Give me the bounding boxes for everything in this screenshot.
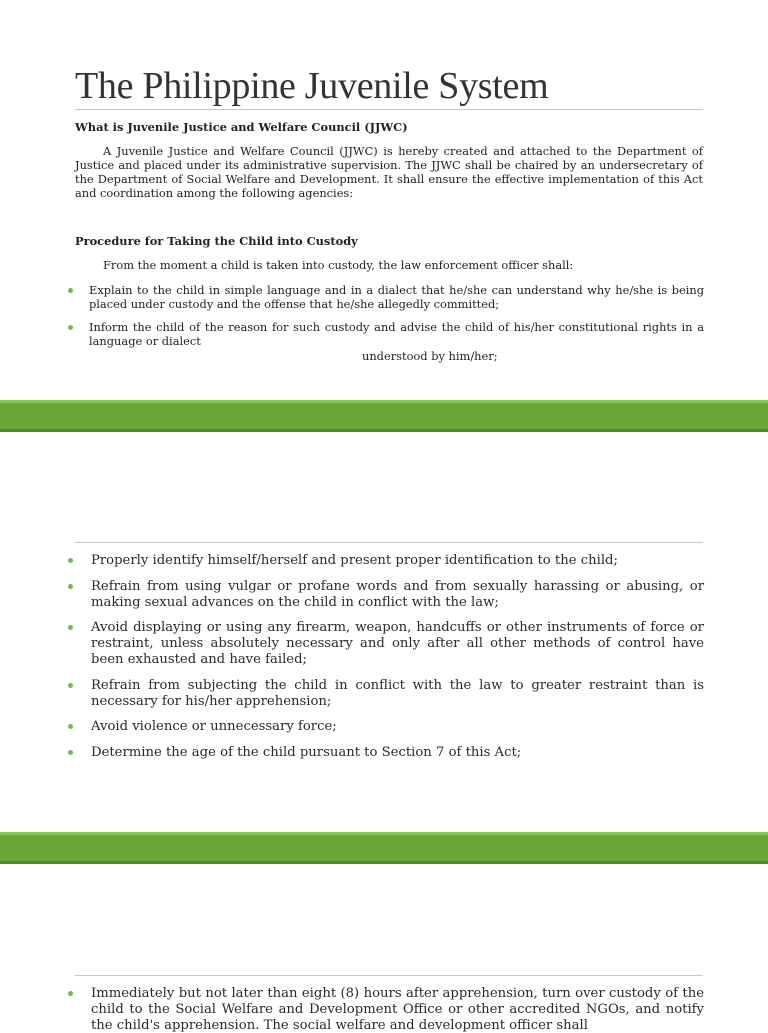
title-divider bbox=[75, 975, 703, 976]
section-heading-jjwc: What is Juvenile Justice and Welfare Council (JJWC) bbox=[75, 120, 408, 134]
custody-bullet-list-continued bbox=[68, 553, 704, 761]
title-divider bbox=[75, 109, 703, 110]
title-divider bbox=[75, 542, 703, 543]
list-item-text: Immediately but not later than eight (8) hours after apprehension, turn over custody of the child to the Social Welfare and Development Office or other accredited NGOs, and notify the child's apprehension. The social welfare and development officer shall bbox=[91, 986, 704, 1033]
slide-separator-band bbox=[0, 832, 768, 864]
list-item bbox=[68, 986, 704, 1033]
slide-3 bbox=[0, 864, 768, 1033]
bullet-icon bbox=[68, 724, 73, 729]
section-body-jjwc: A Juvenile Justice and Welfare Council (JJWC) is hereby created and attached to the Department of Justice and placed under its administrative supervision. The JJWC shall be chaired by an undersecretary of the Department of Social Welfare and Development. It shall ensure the effective implementation of this Act and coordination among the following agencies: bbox=[75, 144, 703, 200]
bullet-icon bbox=[68, 288, 73, 293]
section-intro-custody: From the moment a child is taken into custody, the law enforcement officer shall: bbox=[103, 258, 574, 272]
bullet-icon bbox=[68, 683, 73, 688]
list-item-text: Explain to the child in simple language and in a dialect that he/she can understand why he/she is being placed under custody and the offense that he/she allegedly committed; bbox=[89, 283, 704, 311]
list-item bbox=[68, 553, 704, 569]
bullet-icon bbox=[68, 991, 73, 996]
list-item bbox=[68, 321, 704, 348]
list-item-text-continued: understood by him/her; bbox=[362, 349, 498, 363]
list-item-text: Refrain from subjecting the child in conflict with the law to greater restraint than is necessary for his/her apprehension; bbox=[91, 677, 704, 709]
list-item bbox=[68, 579, 704, 611]
bullet-icon bbox=[68, 625, 73, 630]
bullet-icon bbox=[68, 325, 73, 330]
list-item-text: Properly identify himself/herself and present proper identification to the child; bbox=[91, 553, 618, 568]
custody-bullet-list bbox=[68, 284, 704, 348]
bullet-icon bbox=[68, 558, 73, 563]
page-title: The Philippine Juvenile System bbox=[75, 65, 549, 107]
list-item bbox=[68, 678, 704, 710]
slide-2 bbox=[0, 432, 768, 832]
slide-1 bbox=[0, 0, 768, 400]
bullet-icon bbox=[68, 584, 73, 589]
list-item-text: Determine the age of the child pursuant to Section 7 of this Act; bbox=[91, 745, 522, 761]
list-item-text: Inform the child of the reason for such custody and advise the child of his/her constitutional rights in a language or dialect bbox=[89, 320, 704, 348]
list-item bbox=[68, 745, 704, 761]
list-item-text: Refrain from using vulgar or profane words and from sexually harassing or abusing, or making sexual advances on the child in conflict with the law; bbox=[91, 578, 704, 610]
section-heading-custody: Procedure for Taking the Child into Custody bbox=[75, 234, 358, 248]
list-item bbox=[68, 284, 704, 311]
list-item bbox=[68, 620, 704, 667]
bullet-icon bbox=[68, 750, 73, 755]
custody-bullet-list-continued bbox=[68, 986, 704, 1033]
list-item-text: Avoid displaying or using any firearm, weapon, handcuffs or other instruments of force or restraint, unless absolutely necessary and only after all other methods of control have been exhausted and have failed; bbox=[91, 620, 704, 667]
slide-separator-band bbox=[0, 400, 768, 432]
list-item-text: Avoid violence or unnecessary force; bbox=[91, 719, 337, 735]
list-item bbox=[68, 719, 704, 735]
